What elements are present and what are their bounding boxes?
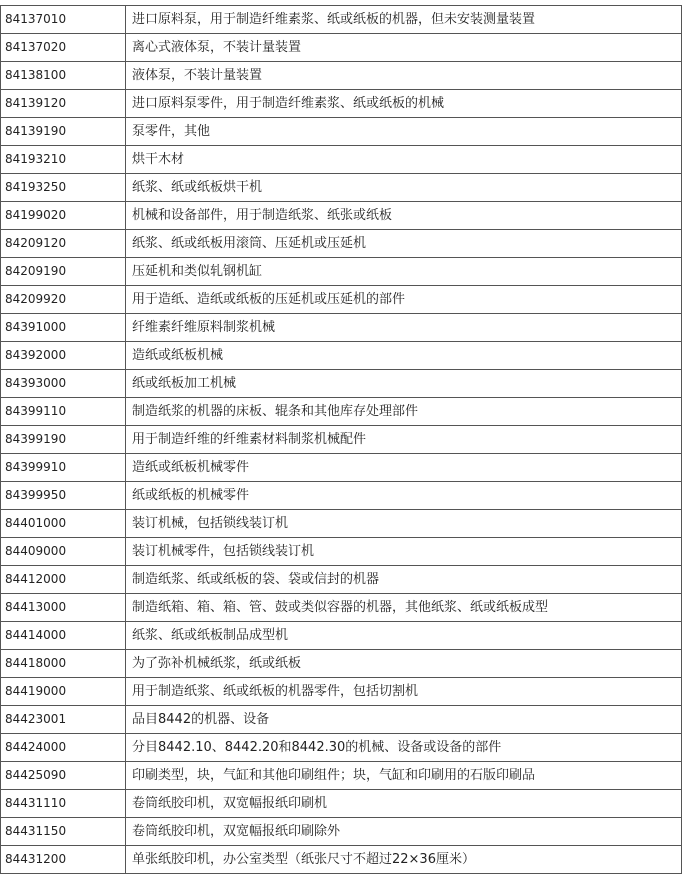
table-row xyxy=(1,370,682,398)
hs-code-cell: 84414000 xyxy=(1,622,126,650)
description-cell: 印刷类型，块，气缸和其他印刷组件；块，气缸和印刷用的石版印刷品 xyxy=(126,762,682,790)
description-cell: 纸浆、纸或纸板用滚筒、压延机或压延机 xyxy=(126,230,682,258)
description-cell: 装订机械，包括锁线装订机 xyxy=(126,510,682,538)
description-cell: 离心式液体泵，不装计量装置 xyxy=(126,34,682,62)
hs-code-cell: 84209120 xyxy=(1,230,126,258)
description-cell: 品目8442的机器、设备 xyxy=(126,706,682,734)
description-cell: 制造纸浆、纸或纸板的袋、袋或信封的机器 xyxy=(126,566,682,594)
table-row xyxy=(1,342,682,370)
description-cell: 用于制造纤维的纤维素材料制浆机械配件 xyxy=(126,426,682,454)
hs-code-cell: 84419000 xyxy=(1,678,126,706)
table-row xyxy=(1,6,682,34)
hs-code-cell: 84399950 xyxy=(1,482,126,510)
table-row xyxy=(1,594,682,622)
hs-code-cell: 84138100 xyxy=(1,62,126,90)
description-cell: 纸浆、纸或纸板烘干机 xyxy=(126,174,682,202)
table-row xyxy=(1,650,682,678)
table-row xyxy=(1,398,682,426)
table-row xyxy=(1,818,682,846)
table-row xyxy=(1,678,682,706)
table-row xyxy=(1,566,682,594)
hs-code-cell: 84399110 xyxy=(1,398,126,426)
hs-code-cell: 84431150 xyxy=(1,818,126,846)
tariff-code-table xyxy=(0,5,682,874)
hs-code-cell: 84431200 xyxy=(1,846,126,874)
description-cell: 制造纸箱、箱、箱、管、鼓或类似容器的机器，其他纸浆、纸或纸板成型 xyxy=(126,594,682,622)
hs-code-cell: 84399910 xyxy=(1,454,126,482)
description-cell: 压延机和类似轧钢机缸 xyxy=(126,258,682,286)
description-cell: 制造纸浆的机器的床板、辊条和其他库存处理部件 xyxy=(126,398,682,426)
table-row xyxy=(1,286,682,314)
table-row xyxy=(1,174,682,202)
description-cell: 泵零件，其他 xyxy=(126,118,682,146)
description-cell: 造纸或纸板机械 xyxy=(126,342,682,370)
description-cell: 纸浆、纸或纸板制品成型机 xyxy=(126,622,682,650)
hs-code-cell: 84392000 xyxy=(1,342,126,370)
table-body xyxy=(1,6,682,874)
hs-code-cell: 84423001 xyxy=(1,706,126,734)
description-cell: 单张纸胶印机，办公室类型（纸张尺寸不超过22×36厘米） xyxy=(126,846,682,874)
table-row xyxy=(1,90,682,118)
table-row xyxy=(1,62,682,90)
table-row xyxy=(1,146,682,174)
hs-code-cell: 84137020 xyxy=(1,34,126,62)
hs-code-cell: 84193210 xyxy=(1,146,126,174)
hs-code-cell: 84431110 xyxy=(1,790,126,818)
hs-code-cell: 84209190 xyxy=(1,258,126,286)
description-cell: 纤维素纤维原料制浆机械 xyxy=(126,314,682,342)
description-cell: 用于造纸、造纸或纸板的压延机或压延机的部件 xyxy=(126,286,682,314)
table-row xyxy=(1,426,682,454)
hs-code-cell: 84418000 xyxy=(1,650,126,678)
table-row xyxy=(1,258,682,286)
description-cell: 进口原料泵，用于制造纤维素浆、纸或纸板的机器，但未安装测量装置 xyxy=(126,6,682,34)
hs-code-cell: 84199020 xyxy=(1,202,126,230)
table-row xyxy=(1,34,682,62)
hs-code-cell: 84209920 xyxy=(1,286,126,314)
description-cell: 纸或纸板加工机械 xyxy=(126,370,682,398)
table-row xyxy=(1,202,682,230)
hs-code-cell: 84425090 xyxy=(1,762,126,790)
table-row xyxy=(1,622,682,650)
hs-code-cell: 84412000 xyxy=(1,566,126,594)
tariff-table-container xyxy=(0,5,682,874)
hs-code-cell: 84401000 xyxy=(1,510,126,538)
table-row xyxy=(1,538,682,566)
table-row xyxy=(1,734,682,762)
description-cell: 造纸或纸板机械零件 xyxy=(126,454,682,482)
description-cell: 分目8442.10、8442.20和8442.30的机械、设备或设备的部件 xyxy=(126,734,682,762)
description-cell: 机械和设备部件，用于制造纸浆、纸张或纸板 xyxy=(126,202,682,230)
hs-code-cell: 84391000 xyxy=(1,314,126,342)
description-cell: 烘干木材 xyxy=(126,146,682,174)
table-row xyxy=(1,762,682,790)
description-cell: 进口原料泵零件，用于制造纤维素浆、纸或纸板的机械 xyxy=(126,90,682,118)
table-row xyxy=(1,790,682,818)
table-row xyxy=(1,454,682,482)
hs-code-cell: 84137010 xyxy=(1,6,126,34)
table-row xyxy=(1,846,682,874)
hs-code-cell: 84139190 xyxy=(1,118,126,146)
hs-code-cell: 84409000 xyxy=(1,538,126,566)
hs-code-cell: 84399190 xyxy=(1,426,126,454)
table-row xyxy=(1,482,682,510)
table-row xyxy=(1,118,682,146)
description-cell: 卷筒纸胶印机，双宽幅报纸印刷除外 xyxy=(126,818,682,846)
hs-code-cell: 84413000 xyxy=(1,594,126,622)
description-cell: 液体泵，不装计量装置 xyxy=(126,62,682,90)
hs-code-cell: 84193250 xyxy=(1,174,126,202)
hs-code-cell: 84393000 xyxy=(1,370,126,398)
hs-code-cell: 84424000 xyxy=(1,734,126,762)
table-row xyxy=(1,230,682,258)
description-cell: 为了弥补机械纸浆，纸或纸板 xyxy=(126,650,682,678)
table-row xyxy=(1,314,682,342)
description-cell: 用于制造纸浆、纸或纸板的机器零件，包括切割机 xyxy=(126,678,682,706)
description-cell: 纸或纸板的机械零件 xyxy=(126,482,682,510)
table-row xyxy=(1,510,682,538)
table-row xyxy=(1,706,682,734)
description-cell: 卷筒纸胶印机，双宽幅报纸印刷机 xyxy=(126,790,682,818)
description-cell: 装订机械零件，包括锁线装订机 xyxy=(126,538,682,566)
hs-code-cell: 84139120 xyxy=(1,90,126,118)
